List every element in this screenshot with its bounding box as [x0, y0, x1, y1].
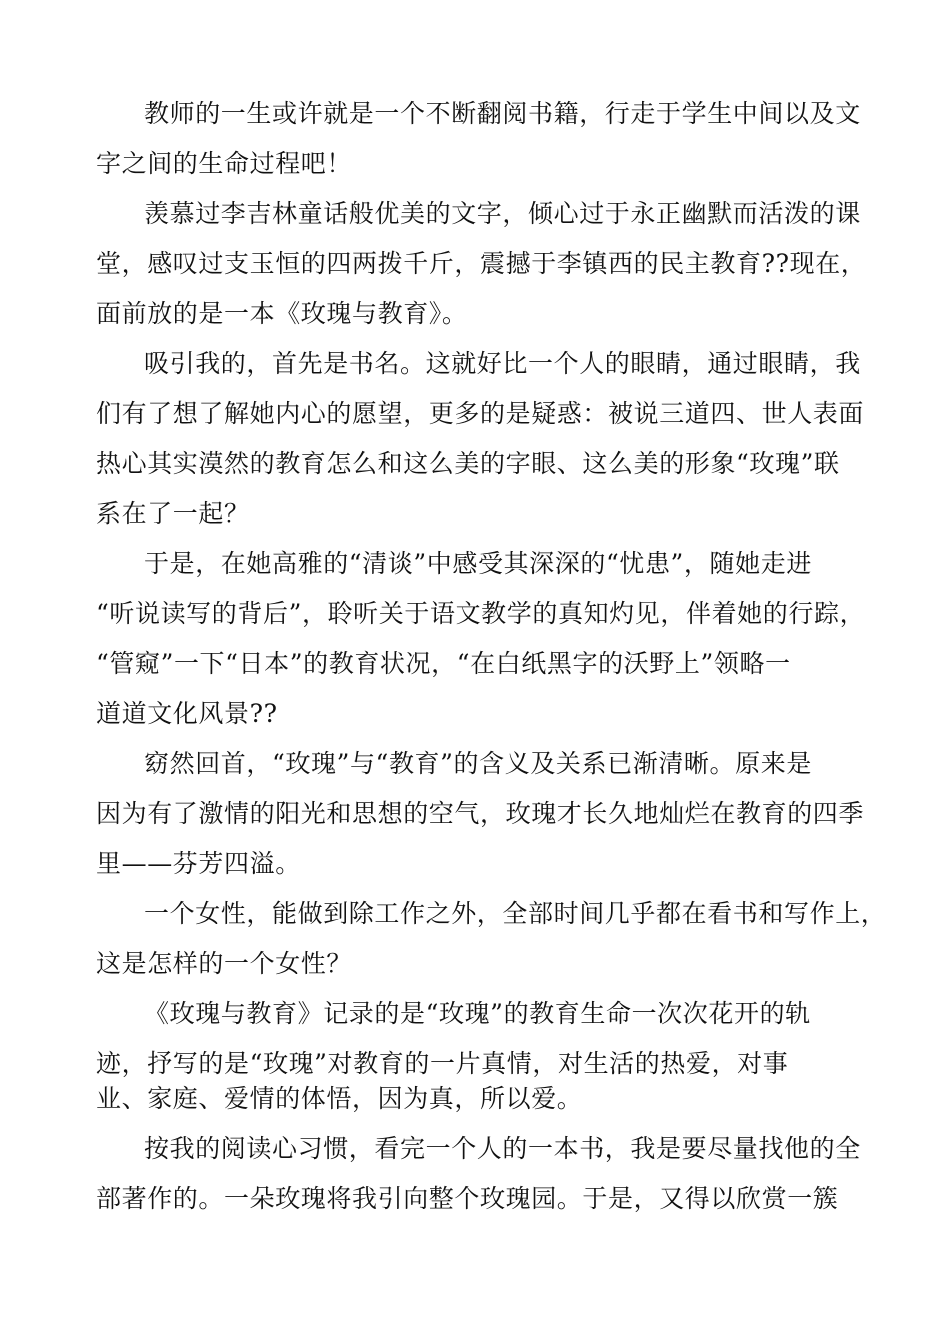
text-line: 道道文化风景??: [96, 699, 278, 728]
text-line: 窈然回首，“玫瑰”与“教育”的含义及关系已渐清晰。原来是: [144, 749, 812, 778]
text-line: “听说读写的背后”，聆听关于语文教学的真知灼见，伴着她的行踪，: [96, 599, 866, 628]
text-line: 字之间的生命过程吧！: [96, 149, 353, 178]
text-line: 部著作的。一朵玫瑰将我引向整个玫瑰园。于是，又得以欣赏一簇: [96, 1184, 839, 1213]
text-line: 按我的阅读心习惯，看完一个人的一本书，我是要尽量找他的全: [144, 1134, 861, 1163]
text-line: 系在了一起？: [96, 499, 250, 528]
text-line: 教师的一生或许就是一个不断翻阅书籍，行走于学生中间以及文: [144, 99, 861, 128]
text-line: 因为有了激情的阳光和思想的空气，玫瑰才长久地灿烂在教育的四季: [96, 799, 865, 828]
text-line: 吸引我的，首先是书名。这就好比一个人的眼睛，通过眼睛，我: [144, 349, 861, 378]
text-line: 于是，在她高雅的“清谈”中感受其深深的“忧患”，随她走进: [144, 549, 812, 578]
text-line: 热心其实漠然的教育怎么和这么美的字眼、这么美的形象“玫瑰”联: [96, 449, 840, 478]
text-line: 一个女性，能做到除工作之外，全部时间几乎都在看书和写作上，: [144, 899, 887, 928]
text-line: 面前放的是一本《玫瑰与教育》。: [96, 299, 468, 328]
text-line: 羡慕过李吉林童话般优美的文字，倾心过于永正幽默而活泼的课: [144, 199, 861, 228]
text-line: 业、家庭、爱情的体悟，因为真，所以爱。: [96, 1084, 583, 1113]
text-line: 这是怎样的一个女性？: [96, 949, 353, 978]
text-line: 们有了想了解她内心的愿望，更多的是疑惑：被说三道四、世人表面: [96, 399, 865, 428]
text-line: 《玫瑰与教育》记录的是“玫瑰”的教育生命一次次花开的轨: [144, 999, 811, 1028]
text-line: 迹，抒写的是“玫瑰”对教育的一片真情，对生活的热爱，对事: [96, 1049, 789, 1078]
text-line: 堂，感叹过支玉恒的四两拨千斤，震撼于李镇西的民主教育??现在，: [96, 249, 867, 278]
text-line: “管窥”一下“日本”的教育状况，“在白纸黑字的沃野上”领略一: [96, 649, 791, 678]
text-line: 里——芬芳四溢。: [96, 849, 301, 878]
